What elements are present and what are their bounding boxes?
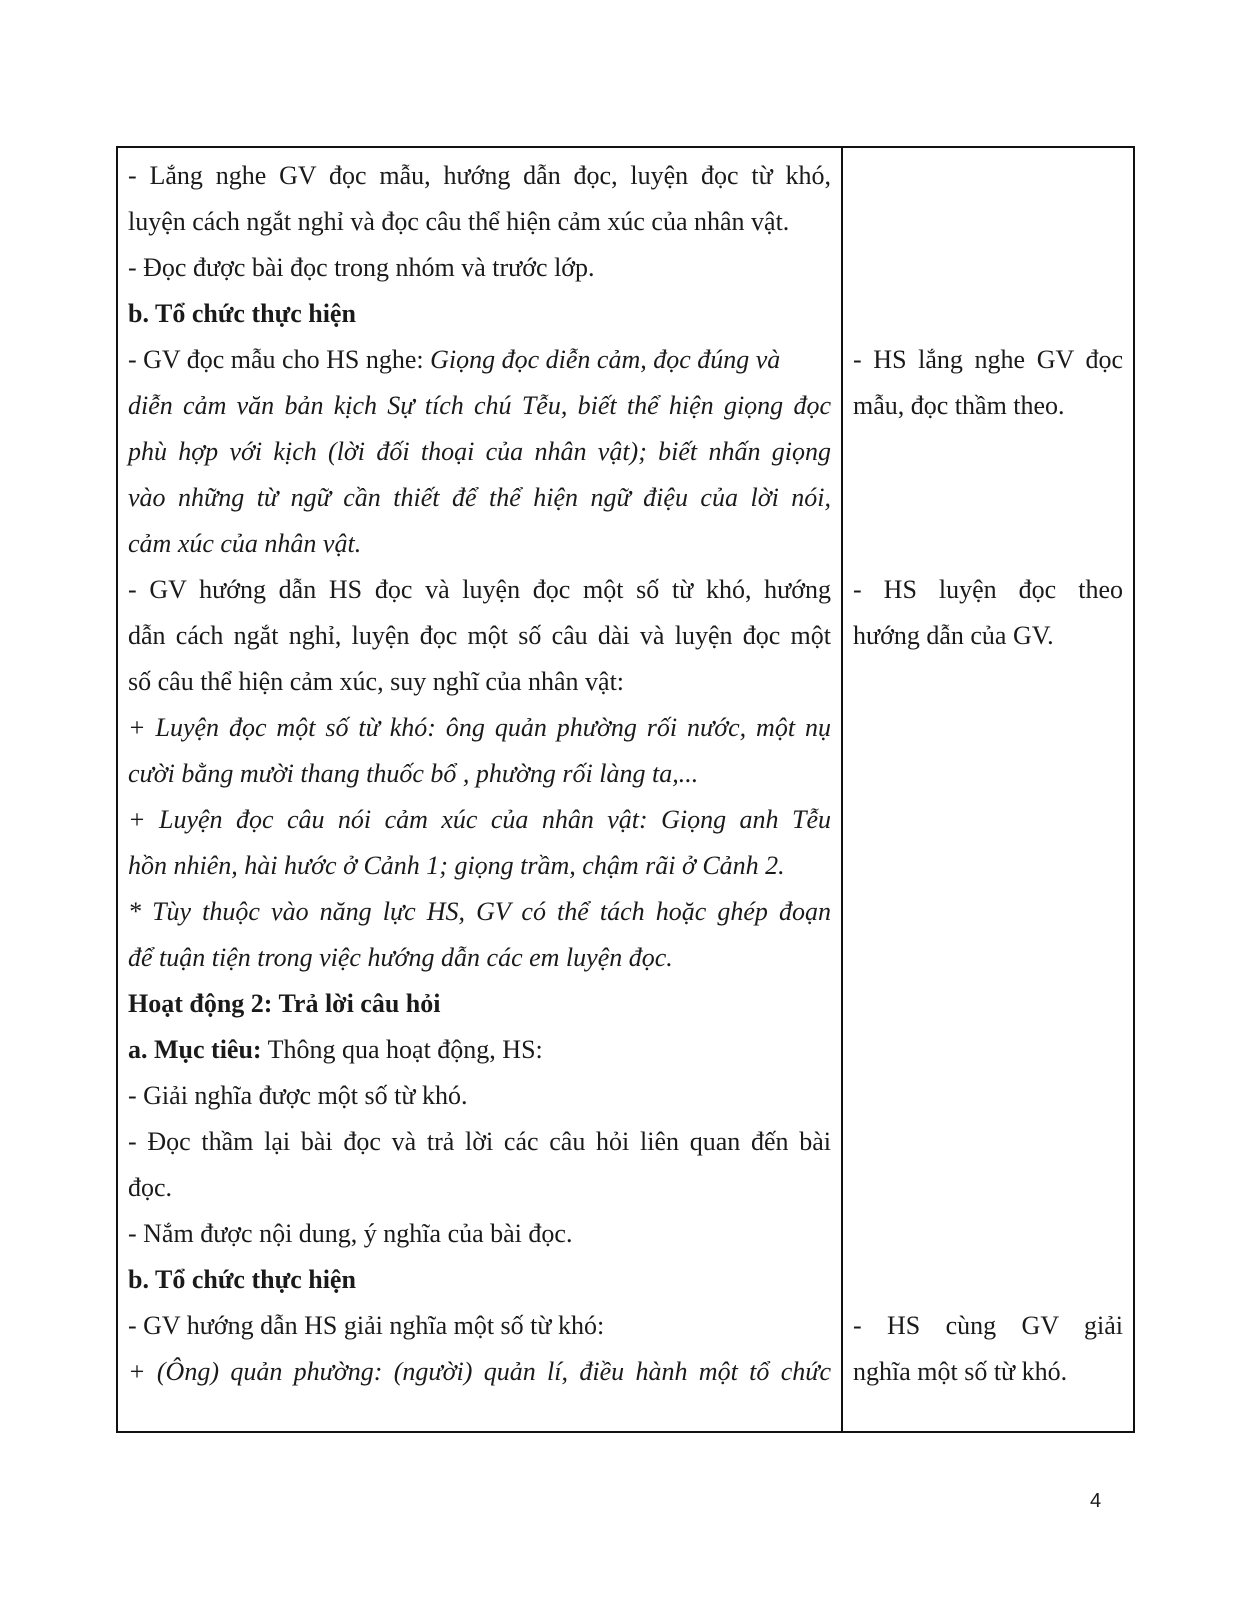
text-line: - Đọc thầm lại bài đọc và trả lời các câu hỏi liên quan đến bài [128,1127,831,1156]
bold-span: a. Mục tiêu: [128,1035,262,1064]
lesson-table [116,146,1135,1433]
text-span: Thông qua hoạt động, HS: [261,1035,543,1064]
text-line: diễn cảm văn bản kịch Sự tích chú Tễu, biết thể hiện giọng đọc [128,391,831,420]
text-line: hồn nhiên, hài hước ở Cảnh 1; giọng trầm, chậm rãi ở Cảnh 2. [128,851,785,880]
teacher-activity-column [118,148,843,1431]
text-line: - HS lắng nghe GV đọc [853,345,1123,374]
text-line: + (Ông) quản phường: (người) quản lí, điều hành một tổ chức [128,1357,831,1386]
text-line: vào những từ ngữ cần thiết để thể hiện ngữ điệu của lời nói, [128,483,831,512]
text-line: - GV hướng dẫn HS đọc và luyện đọc một số từ khó, hướng [128,575,831,604]
text-line: phù hợp với kịch (lời đối thoại của nhân vật); biết nhấn giọng [128,437,831,466]
section-heading: b. Tổ chức thực hiện [128,299,356,328]
text-line: cười bằng mười thang thuốc bổ , phường rối làng ta,... [128,759,699,788]
italic-span: Giọng đọc diễn cảm, đọc đúng và [430,345,781,374]
text-line: + Luyện đọc một số từ khó: ông quản phường rối nước, một nụ [128,713,831,742]
text-line: mẫu, đọc thầm theo. [853,391,1065,420]
text-line: - Giải nghĩa được một số từ khó. [128,1081,468,1110]
text-line [128,336,831,384]
text-line: * Tùy thuộc vào năng lực HS, GV có thể tách hoặc ghép đoạn [128,897,831,926]
section-heading: b. Tổ chức thực hiện [128,1265,356,1294]
text-line: để tuận tiện trong việc hướng dẫn các em luyện đọc. [128,943,673,972]
text-line: - GV hướng dẫn HS giải nghĩa một số từ khó: [128,1311,605,1340]
text-line: - HS luyện đọc theo [853,575,1123,604]
text-line: + Luyện đọc câu nói cảm xúc của nhân vật: Giọng anh Tễu [128,805,831,834]
text-line: - HS cùng GV giải [853,1311,1123,1340]
text-line: luyện cách ngắt nghỉ và đọc câu thể hiện cảm xúc của nhân vật. [128,207,790,236]
text-line [128,1026,831,1074]
text-line: dẫn cách ngắt nghỉ, luyện đọc một số câu dài và luyện đọc một [128,621,831,650]
section-heading: Hoạt động 2: Trả lời câu hỏi [128,989,441,1018]
text-line: - Lắng nghe GV đọc mẫu, hướng dẫn đọc, luyện đọc từ khó, [128,161,831,190]
text-line: nghĩa một số từ khó. [853,1357,1068,1386]
text-line: hướng dẫn của GV. [853,621,1054,650]
text-line: - Nắm được nội dung, ý nghĩa của bài đọc. [128,1219,573,1248]
text-line: số câu thể hiện cảm xúc, suy nghĩ của nhân vật: [128,667,625,696]
page-number: 4 [1090,1490,1102,1512]
text-line: cảm xúc của nhân vật. [128,529,362,558]
text-line: đọc. [128,1173,173,1202]
text-span: - GV đọc mẫu cho HS nghe: [128,345,431,374]
text-line: - Đọc được bài đọc trong nhóm và trước lớp. [128,253,595,282]
student-activity-column [843,148,1133,1431]
